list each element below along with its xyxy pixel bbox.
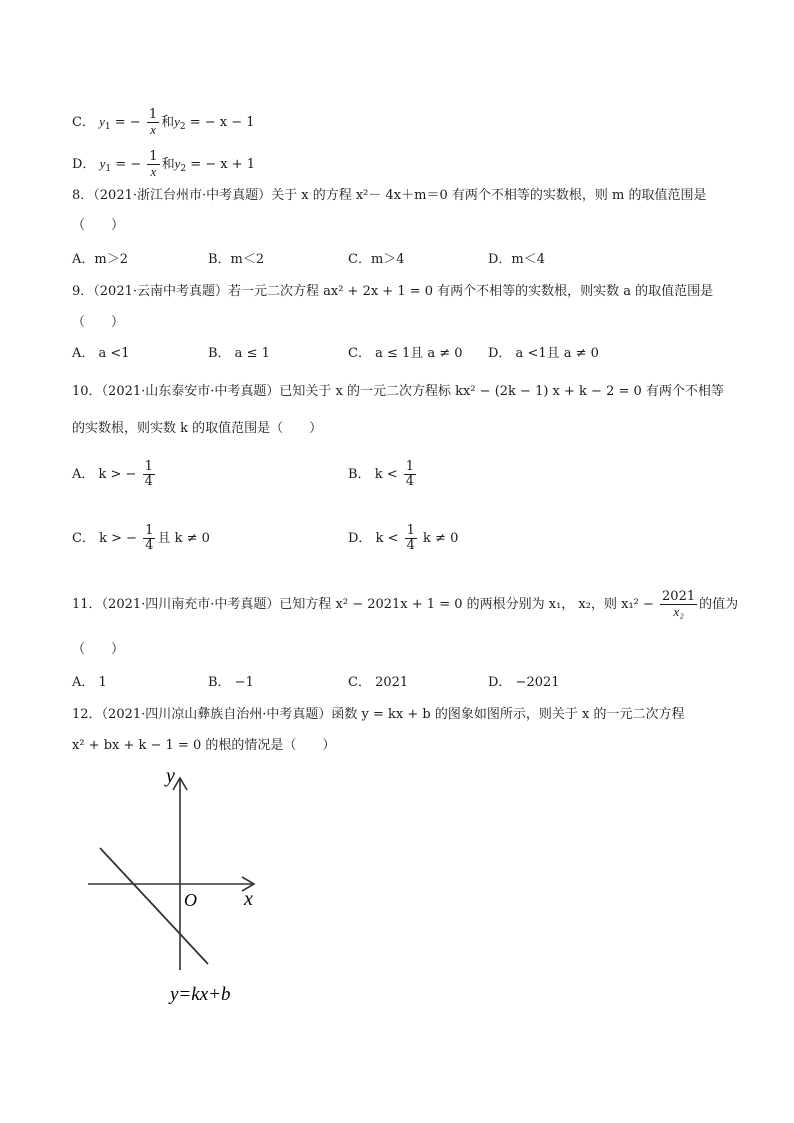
q11-option-c: C． 2021 — [348, 675, 409, 690]
q10-stem-line1: 10．（2021·山东泰安市·中考真题）已知关于 x 的一元二次方程标 kx² − (2k − 1) x + k − 2 = 0 有两个不相等 — [72, 384, 724, 399]
q9-stem: 9．（2021·云南中考真题）若一元二次方程 ax² + 2x + 1 = 0 有两个不相等的实数根，则实数 a 的取值范围是 — [72, 284, 714, 299]
q10-option-a: A． k > − $\frac{1}{4}$ — [72, 459, 153, 489]
q9-option-b: B． a ≤ 1 — [208, 346, 270, 361]
fraction: $\frac{1}{4}$ — [145, 523, 154, 553]
fraction: $\frac{1}{x}$ — [149, 149, 158, 179]
q7-option-d: D． $y_1$ = − $\frac{1}{x}$ 和$y_2$ = − x + 1 — [72, 149, 256, 179]
fraction: $\frac{1}{4}$ — [406, 523, 415, 553]
q10-option-b: B． k < $\frac{1}{4}$ — [348, 459, 415, 489]
q11-answer-paren: （ ） — [72, 642, 125, 657]
q11-stem: 11．（2021·四川南充市·中考真题）已知方程 x² − 2021x + 1 = 0 的两根分别为 x₁， x₂，则 x₁² − $\frac{2021}{\text{x₂}}$ 的值为 — [72, 589, 739, 619]
fraction: $\frac{2021}{\text{x₂}}$ — [662, 589, 696, 619]
q11-option-d: D． −2021 — [488, 675, 560, 690]
q8-stem: 8．（2021·浙江台州市·中考真题）关于 x 的方程 x²－ 4x＋m＝0 有两个不相等的实数根，则 m 的取值范围是 — [72, 188, 707, 203]
q10-stem-line2: 的实数根，则实数 k 的取值范围是（ ） — [72, 421, 323, 436]
fraction: $\frac{1}{4}$ — [144, 459, 153, 489]
q8-answer-paren: （ ） — [72, 218, 125, 233]
q12-stem-line2: x² + bx + k − 1 = 0 的根的情况是（ ） — [72, 738, 336, 753]
q8-option-d: D．m＜4 — [488, 252, 546, 267]
fraction: $\frac{1}{4}$ — [405, 459, 415, 489]
q9-option-d: D． a <1且 a ≠ 0 — [488, 346, 599, 361]
x-axis-label: x — [244, 888, 253, 910]
q12-graph — [80, 760, 280, 1010]
q10-option-c: C． k > − $\frac{1}{4}$ 且 k ≠ 0 — [72, 523, 210, 553]
q11-option-b: B． −1 — [208, 675, 254, 690]
q9-answer-paren: （ ） — [72, 315, 125, 330]
q11-option-a: A． 1 — [72, 675, 107, 690]
origin-label: O — [184, 890, 197, 910]
q8-option-a: A．m＞2 — [72, 252, 128, 267]
q9-option-c: C． a ≤ 1且 a ≠ 0 — [348, 346, 463, 361]
q7-option-c: C． $y_1$ = − $\frac{1}{x}$ 和$y_2$ = − x − 1 — [72, 107, 255, 137]
q9-option-a: A． a <1 — [72, 346, 130, 361]
y-axis-label: y — [166, 765, 175, 787]
q8-option-b: B．m＜2 — [208, 252, 265, 267]
graph-caption: y=kx+b — [170, 984, 231, 1005]
q12-stem-line1: 12．（2021·四川凉山彝族自治州·中考真题）函数 y = kx + b 的图象如图所示，则关于 x 的一元二次方程 — [72, 707, 685, 722]
q10-option-d: D． k < $\frac{1}{4}$ k ≠ 0 — [348, 523, 459, 553]
q8-option-c: C．m＞4 — [348, 252, 405, 267]
fraction: $\frac{1}{x}$ — [148, 107, 158, 137]
